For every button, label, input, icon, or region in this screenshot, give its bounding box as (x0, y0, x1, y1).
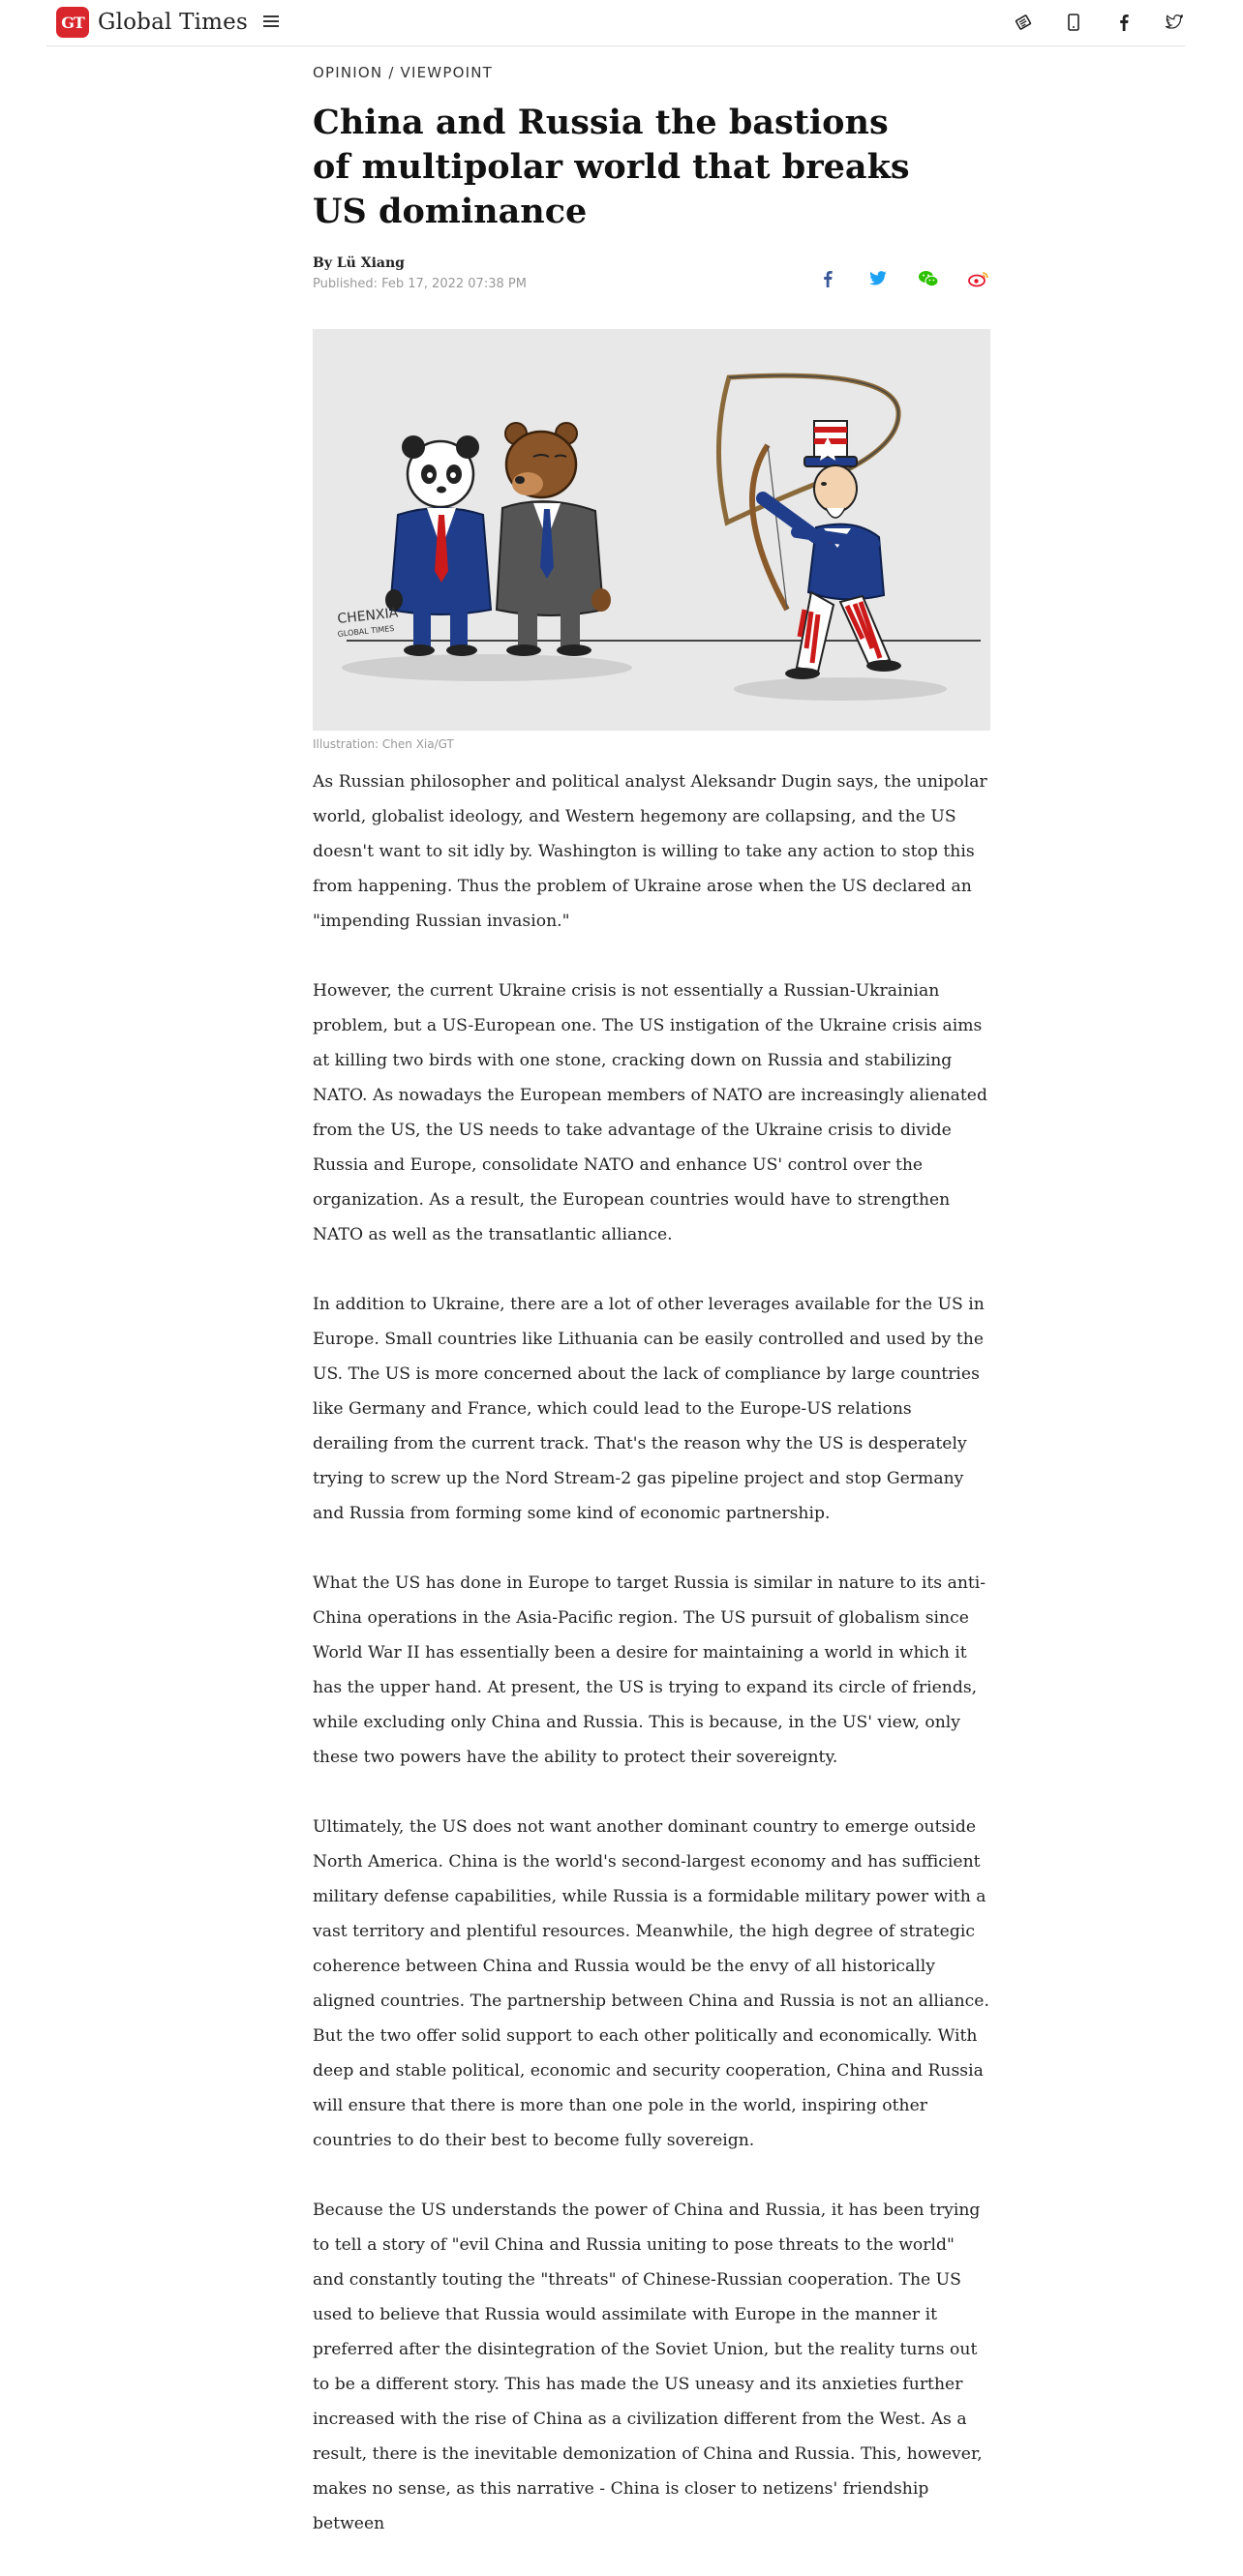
article-headline: China and Russia the bastions of multipolar world that breaks US dominance (313, 103, 910, 231)
article-illustration (313, 329, 990, 731)
article-body (313, 764, 990, 2576)
facebook-icon[interactable] (1113, 12, 1135, 33)
hamburger-menu-icon[interactable] (263, 14, 279, 29)
illustrator-signature: CHENXIA (336, 605, 399, 627)
logo-text: Global Times (98, 10, 248, 35)
publish-date: Published: Feb 17, 2022 07:38 PM (313, 277, 527, 291)
section-breadcrumb[interactable]: OPINION / VIEWPOINT (313, 64, 493, 81)
twitter-icon[interactable] (1164, 12, 1185, 33)
share-buttons (816, 267, 990, 290)
twitter-share-icon[interactable] (866, 267, 890, 290)
paragraph: Because the US understands the power of China and Russia, it has been trying to tell a story of "evil China and Russia uniting to pose threats to the world" and constantly touting the "threats" of Chinese-Russian cooperation. The US used to believe that Russia would assimilate with Europe in the manner it preferred after the disintegration of the Soviet Union, but the reality turns out to be a different story. This has made the US uneasy and its anxieties further increased with the rise of China as a civilization different from the West. As a result, there is the inevitable demonization of China and Russia. This, however, makes no sense, as this narrative - China is closer to netizens' friendship between (313, 2201, 983, 2533)
header-icon-group (1013, 12, 1185, 33)
author-byline[interactable]: By Lü Xiang (313, 255, 405, 271)
top-navigation-bar (0, 0, 1243, 46)
image-caption: Illustration: Chen Xia/GT (313, 737, 454, 751)
paragraph: In addition to Ukraine, there are a lot of other leverages available for the US in Europe. Small countries like Lithuania can be easily controlled and used by the US. The US is more concerned about the lack of compliance by large countries like Germany and France, which could lead to the Europe-US relations derailing from the current track. That's the reason why the US is desperately trying to screw up the Nord Stream-2 gas pipeline project and stop Germany and Russia from forming some kind of economic partnership. (313, 1295, 985, 1523)
wechat-share-icon[interactable] (917, 267, 940, 290)
mobile-icon[interactable] (1063, 12, 1084, 33)
paragraph: Ultimately, the US does not want another dominant country to emerge outside North America. China is the world's second-largest economy and has sufficient military defense capabilities, while Russia is a formidable military power with a vast territory and plentiful resources. Meanwhile, the high degree of strategic coherence between China and Russia would be the envy of all historically aligned countries. The partnership between China and Russia is not an alliance. But the two offer solid support to each other politically and economically. With deep and stable political, economic and security cooperation, China and Russia will ensure that there is more than one pole in the world, inspiring other countries to do their best to become fully sovereign. (313, 1817, 989, 2150)
site-logo[interactable] (56, 7, 248, 38)
facebook-share-icon[interactable] (816, 267, 839, 290)
logo-badge: GT (56, 7, 89, 38)
header-divider (46, 45, 1185, 46)
paragraph: What the US has done in Europe to target Russia is similar in nature to its anti-China operations in the Asia-Pacific region. The US pursuit of globalism since World War II has essentially been a desire for maintaining a world in which it has the upper hand. At present, the US is trying to expand its circle of friends, while excluding only China and Russia. This is because, in the US' view, only these two powers have the ability to protect their sovereignty. (313, 1573, 986, 1767)
newspaper-icon[interactable] (1013, 12, 1034, 33)
paragraph: As Russian philosopher and political analyst Aleksandr Dugin says, the unipolar world, globalist ideology, and Western hegemony are collapsing, and the US doesn't want to sit idly by. Washington is willing to take any action to stop this from happening. Thus the problem of Ukraine arose when the US declared an "impending Russian invasion." (313, 772, 987, 931)
paragraph: However, the current Ukraine crisis is not essentially a Russian-Ukrainian problem, but a US-European one. The US instigation of the Ukraine crisis aims at killing two birds with one stone, cracking down on Russia and stabilizing NATO. As nowadays the European members of NATO are increasingly alienated from the US, the US needs to take advantage of the Ukraine crisis to divide Russia and Europe, consolidate NATO and enhance US' control over the organization. As a result, the European countries would have to strengthen NATO as well as the transatlantic alliance. (313, 981, 987, 1244)
svg-text:GLOBAL TIMES: GLOBAL TIMES (337, 623, 395, 639)
weibo-share-icon[interactable] (967, 267, 990, 290)
